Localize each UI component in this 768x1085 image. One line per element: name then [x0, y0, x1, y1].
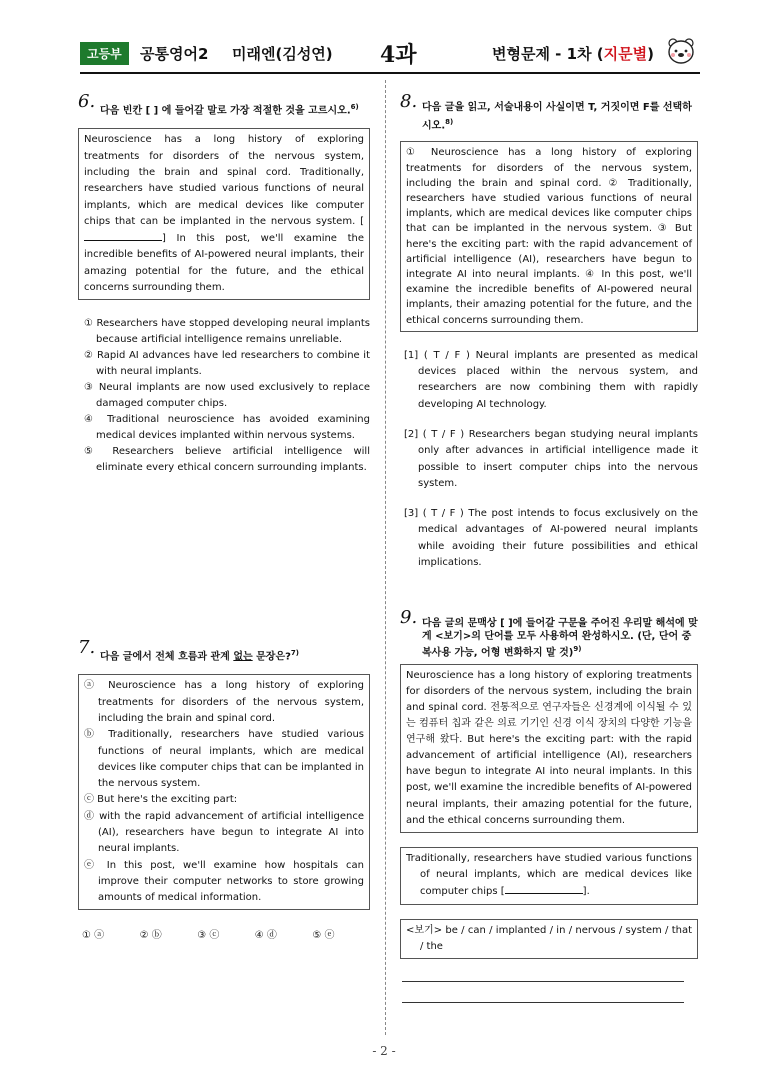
question-9-prompt	[400, 607, 698, 660]
question-7-prompt-emphasis: 없는	[233, 651, 253, 663]
question-7-footnote: 7)	[290, 649, 299, 657]
question-9-passage: Neuroscience has a long history of exploring treatments for disorders of the nervous system, including the brain and spinal cord. 전통적으로 연구자들은 신경계에 이식될 수 있는 컴퓨터 칩과 같은 의료 기기인 신경 이식 장치의 다양한 기능을 연구해 왔다. But here's the exciting part: with the rapid advancement of artificial intelligence (AI), researchers have begun to integrate AI into neural implants. In this post, we'll examine the incredible benefits of AI-powered neural implants, their amazing potential for the future, and the ethical concerns surrounding them.	[400, 664, 698, 833]
sentence-d: ⓓ with the rapid advancement of artificial intelligence (AI), researchers have begun to integrate AI into neural implants.	[84, 810, 364, 855]
header-rule	[80, 72, 700, 74]
answer-line-2[interactable]	[402, 1002, 684, 1003]
answer-line-1[interactable]	[402, 981, 684, 982]
question-7-prompt	[78, 637, 370, 664]
question-8-prompt	[400, 91, 698, 133]
question-6-number: 6.	[78, 91, 96, 112]
question-8-number: 8.	[400, 91, 418, 112]
question-9-prompt-text: 다음 글의 문맥상 [ ]에 들어갈 구문을 주어진 우리말 해석에 맞게 <보기>의 단어를 모두 사용하여 완성하시오. (단, 단어 중복사용 가능, 어형 변화하지 말 것)	[422, 618, 698, 659]
question-7-prompt-after: 문장은?	[252, 651, 291, 663]
bogi-box	[400, 919, 698, 960]
question-9-footnote: 9)	[573, 645, 582, 653]
sentence-b: ⓑ Traditionally, researchers have studied various functions of neural implants, which are medical devices like computer chips that can be implanted in the nervous system.	[84, 729, 364, 790]
option-3[interactable]: ③ Neural implants are now used exclusively to replace damaged computer chips.	[84, 382, 370, 410]
option-4[interactable]: ④ Traditional neuroscience has avoided examining medical devices implanted within nervous systems.	[84, 414, 370, 442]
question-6-footnote: 6)	[350, 103, 359, 111]
option-5[interactable]: ⑤ Researchers believe artificial intelligence will eliminate every ethical concern surrounding implants.	[84, 446, 370, 474]
passage-text-after-blank: ] In this post, we'll examine the incredible benefits of AI-powered neural implants, their amazing potential for the future, and the ethical concerns surrounding them.	[84, 233, 364, 293]
statement-1[interactable]: [1] ( T / F ) Neural implants are presented as medical devices placed within the nervous system, and researchers are now combining them with rapidly developing AI technology.	[404, 349, 698, 410]
bogi-words: <보기> be / can / implanted / in / nervous / system / that / the	[406, 924, 692, 952]
target-sentence-after: ].	[582, 886, 590, 898]
target-sentence-text	[406, 851, 692, 901]
choice-4[interactable]: ④ ⓓ	[254, 930, 277, 942]
target-sentence-before: Traditionally, researchers have studied various functions of neural implants, which are medical devices like computer chips [	[406, 852, 692, 898]
page-number: - 2 -	[372, 1044, 396, 1058]
sentence-c: ⓒ But here's the exciting part:	[84, 794, 238, 806]
question-8-prompt-text: 다음 글을 읽고, 서술내용이 사실이면 T, 거짓이면 F를 선택하시오.	[422, 102, 692, 132]
choice-5[interactable]: ⑤ ⓔ	[312, 930, 335, 942]
page-header	[80, 40, 700, 76]
question-8-footnote: 8)	[445, 118, 454, 126]
question-7-choices	[82, 926, 370, 941]
choice-1[interactable]: ① ⓐ	[82, 930, 105, 942]
question-6-options	[78, 316, 370, 476]
question-7-passage	[78, 674, 370, 910]
exam-type-suffix: )	[647, 45, 654, 63]
subject-title: 공통영어2	[140, 45, 209, 63]
question-8	[400, 91, 698, 571]
question-9-number: 9.	[400, 607, 418, 628]
answer-lines	[400, 981, 698, 1003]
choice-3[interactable]: ③ ⓒ	[197, 930, 220, 942]
question-8-passage: ① Neuroscience has a long history of exploring treatments for disorders of the nervous system, including the brain and spinal cord. ② Traditionally, researchers have studied various functions of neural implants, which are medical devices like computer chips that can be implanted in the nervous system. ③ But here's the exciting part: with the rapid advancement of artificial intelligence (AI), researchers have begun to integrate AI into neural implants. ④ In this post, we'll examine the incredible benefits of AI-powered neural implants, their amazing potential for the future, and the ethical concerns surrounding them.	[400, 141, 698, 331]
statement-2[interactable]: [2] ( T / F ) Researchers began studying neural implants only after advances in artificial intelligence made it possible to insert computer chips into the nervous system.	[404, 428, 698, 489]
exam-type-prefix: 변형문제 - 1차 (	[492, 45, 604, 63]
question-8-statements	[400, 348, 698, 572]
column-divider	[385, 80, 386, 1035]
textbook-title: 미래엔(김성연)	[232, 45, 333, 63]
option-2[interactable]: ② Rapid AI advances have led researchers to combine it with neural implants.	[84, 350, 370, 378]
sentence-e: ⓔ In this post, we'll examine how hospitals can improve their computer networks to store growing amounts of medical information.	[84, 859, 364, 904]
option-1[interactable]: ① Researchers have stopped developing neural implants because artificial intelligence remains unreliable.	[84, 318, 370, 346]
question-6	[78, 91, 370, 476]
question-6-prompt-text: 다음 빈칸 [ ] 에 들어갈 말로 가장 적절한 것을 고르시오.	[100, 105, 351, 117]
question-7-number: 7.	[78, 637, 96, 658]
level-badge: 고등부	[80, 42, 129, 65]
question-7-prompt-before: 다음 글에서 전체 흐름과 관계	[100, 651, 234, 663]
exam-type-category: 지문별	[603, 45, 648, 63]
exam-type	[492, 43, 654, 64]
choice-2[interactable]: ② ⓑ	[139, 930, 162, 942]
bear-mascot-icon	[666, 36, 696, 66]
question-9	[400, 607, 698, 1003]
sentence-a: ⓐ Neuroscience has a long history of exploring treatments for disorders of the nervous system, including the brain and spinal cord.	[84, 680, 364, 724]
question-6-prompt	[78, 91, 370, 118]
passage-text-before-blank: Neuroscience has a long history of exploring treatments for disorders of the nervous system, including the brain and spinal cord. Traditionally, researchers have studied various functions of neural implants, which are medical devices like computer chips that can be implanted in the nervous system. [	[84, 134, 364, 227]
question-6-passage	[78, 128, 370, 300]
lesson-title: 4과	[380, 42, 417, 68]
statement-3[interactable]: [3] ( T / F ) The post intends to focus exclusively on the medical advantages of AI-powered neural implants while avoiding their future possibilities and ethical implications.	[404, 508, 698, 569]
blank-field[interactable]	[84, 230, 162, 241]
question-7	[78, 637, 370, 942]
answer-blank-field[interactable]	[505, 883, 583, 894]
question-9-target-sentence	[400, 847, 698, 905]
